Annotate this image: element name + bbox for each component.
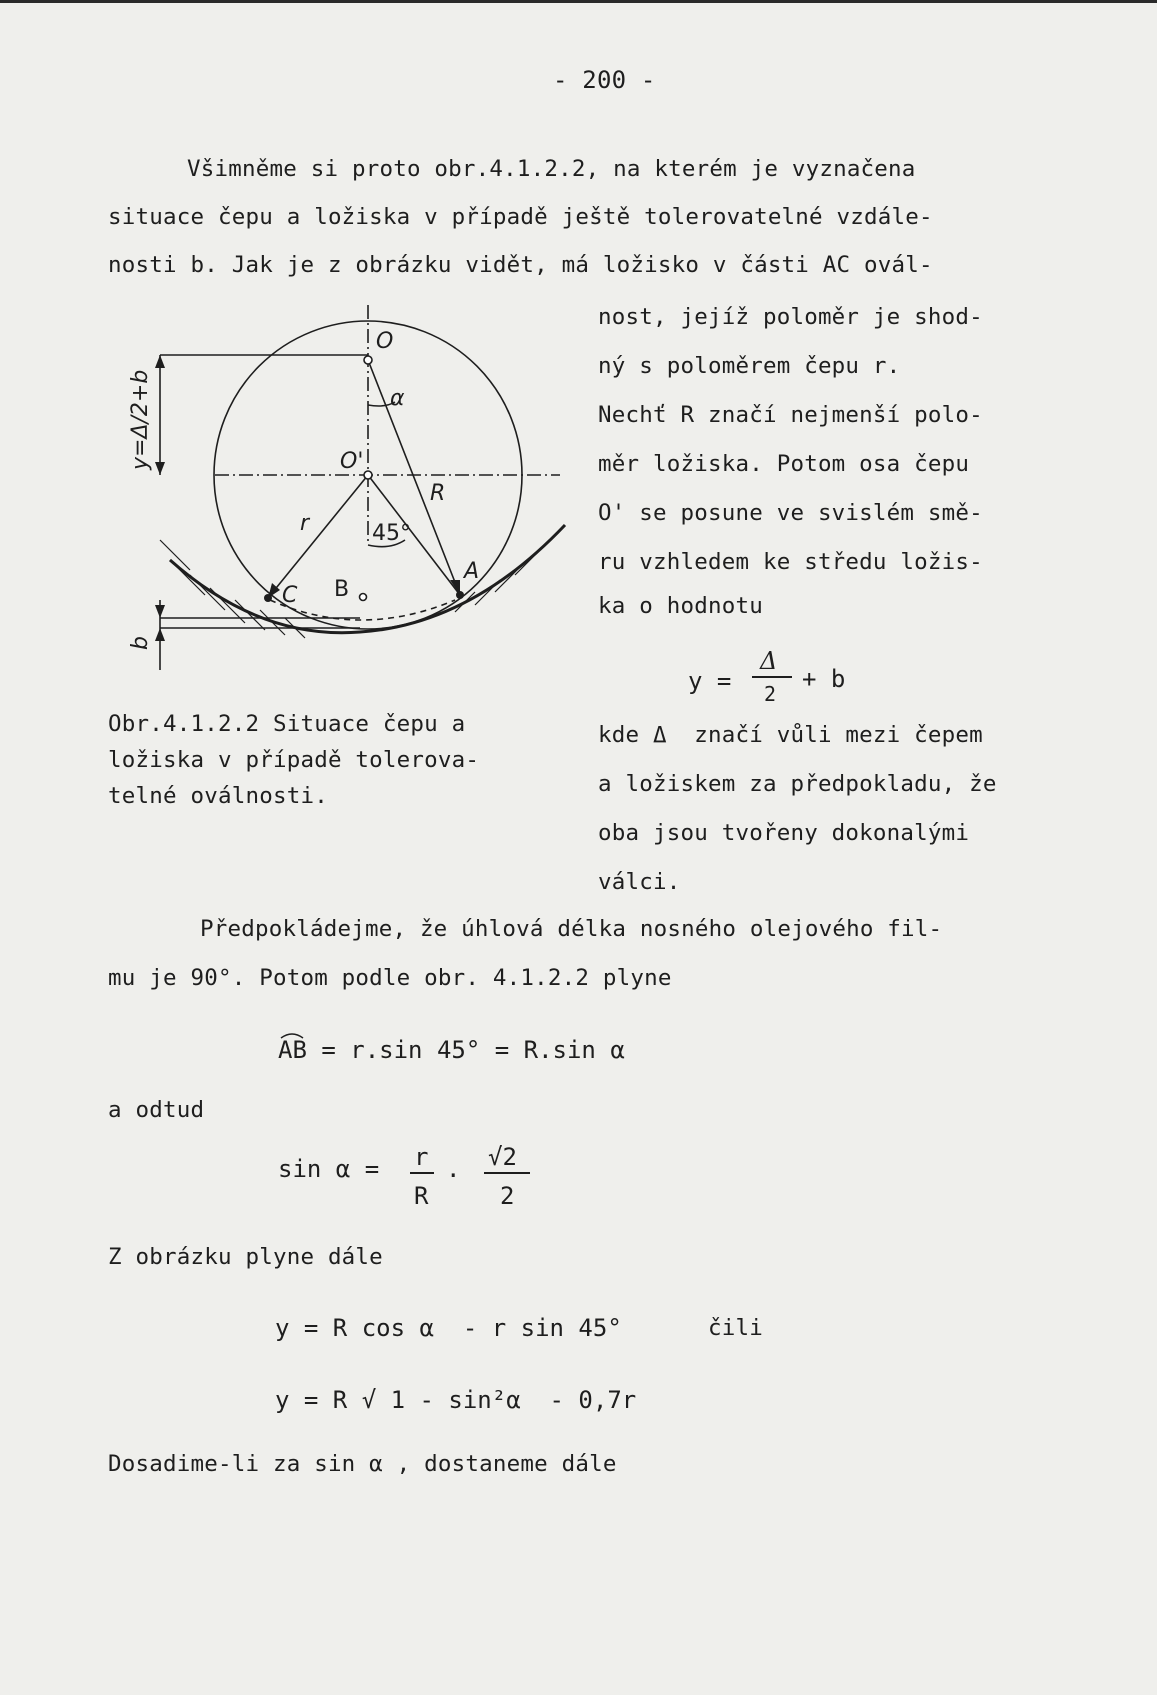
right-after-line-1: kde Δ značí vůli mezi čepem (598, 722, 983, 748)
intro-line-2: situace čepu a ložiska v případě ještě tolerovatelné vzdále- (108, 204, 933, 230)
figure-caption-1: Obr.4.1.2.2 Situace čepu a (108, 711, 466, 737)
label-A: A (464, 559, 480, 584)
right-line-4: měr ložiska. Potom osa čepu (598, 451, 970, 477)
text-z-obrazku: Z obrázku plyne dále (108, 1244, 383, 1270)
body-line-2: mu je 90°. Potom podle obr. 4.1.2.2 plyne (108, 965, 672, 991)
label-C: C (282, 583, 298, 608)
label-y-formula: y=Δ/2+b (128, 369, 153, 470)
figure-caption-2: ložiska v případě tolerova- (108, 747, 480, 773)
body-line-1: Předpokládejme, že úhlová délka nosného olejového fil- (200, 916, 943, 942)
right-line-6: ru vzhledem ke středu ložis- (598, 549, 983, 575)
equation-sin-frac1-num: r (414, 1143, 429, 1171)
label-r: r (300, 511, 310, 536)
label-b: b (128, 636, 153, 650)
right-line-2: ný s poloměrem čepu r. (598, 353, 901, 379)
intro-line-3: nosti b. Jak je z obrázku vidět, má ložisko v části AC ovál- (108, 252, 933, 278)
label-alpha: α (390, 386, 405, 411)
label-Oprime: O' (340, 449, 364, 474)
right-line-7: ka o hodnotu (598, 593, 763, 619)
equation-sin-frac1-den: R (414, 1182, 429, 1210)
equation-sin-frac2-bar (484, 1172, 530, 1174)
right-line-3: Nechť R značí nejmenší polo- (598, 402, 983, 428)
equation-sin-lhs: sin α = (278, 1155, 380, 1183)
equation-arc-AB: AB = r.sin 45° = R.sin α (278, 1036, 625, 1064)
figure-caption-3: telné oválnosti. (108, 783, 328, 809)
equation-sin-frac2-den: 2 (500, 1182, 515, 1210)
right-after-line-2: a ložiskem za předpokladu, že (598, 771, 997, 797)
right-after-line-3: oba jsou tvořeny dokonalými (598, 820, 970, 846)
formula-y-rest: + b (802, 665, 846, 693)
equation-sin-frac1-bar (410, 1172, 434, 1174)
label-45: 45° (372, 521, 411, 546)
equation-y-cos: y = R cos α - r sin 45° (275, 1314, 622, 1342)
text-last-line: Dosadime-li za sin α , dostaneme dále (108, 1451, 617, 1477)
label-B: B (334, 577, 350, 602)
text-a-odtud: a odtud (108, 1097, 205, 1123)
formula-y-denominator: 2 (764, 682, 777, 706)
text-cili: čili (708, 1315, 763, 1341)
label-O: O (376, 329, 394, 354)
formula-y-numerator: Δ (760, 647, 778, 675)
right-line-1: nost, jejíž poloměr je shod- (598, 304, 983, 330)
equation-y-sqrt: y = R √ 1 - sin²α - 0,7r (275, 1386, 637, 1414)
label-R: R (430, 481, 446, 506)
formula-y-lhs: y = (688, 667, 732, 695)
intro-line-1: Všimněme si proto obr.4.1.2.2, na kterém je vyznačena (187, 156, 916, 182)
page-number: - 200 - (553, 66, 656, 94)
right-line-5: O' se posune ve svislém smě- (598, 500, 983, 526)
equation-sin-frac2-num: √2 (488, 1143, 517, 1171)
equation-sin-dot: . (446, 1155, 461, 1183)
right-after-line-4: válci. (598, 869, 681, 895)
